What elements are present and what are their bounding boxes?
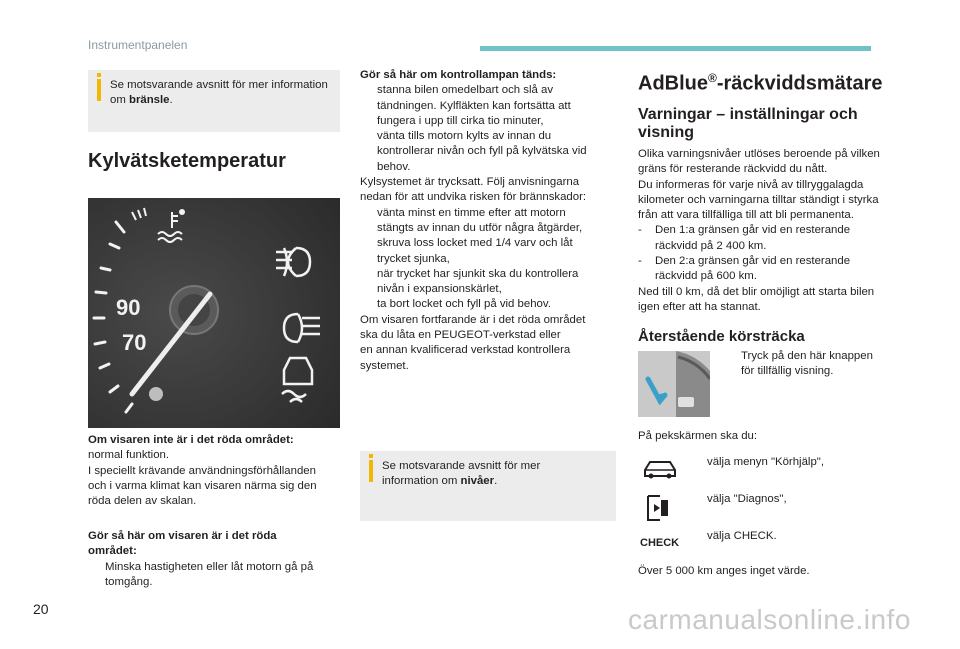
- list-item: ta bort locket och fyll på vid behov.: [377, 298, 551, 311]
- touchscreen-intro: På pekskärmen ska du:: [638, 430, 758, 442]
- gauge-label-70: 70: [122, 330, 147, 355]
- step-check: [690, 529, 890, 544]
- step-driving-aid: [690, 455, 890, 470]
- car-menu-icon: [643, 450, 693, 490]
- step-diagnosis: [690, 492, 890, 507]
- list-item: välja CHECK.: [707, 530, 777, 542]
- coolant-gauge-image: [88, 198, 340, 428]
- paragraph-title: Gör så här om kontrollampan tänds:: [360, 69, 557, 81]
- section-header: Instrumentpanelen: [88, 38, 188, 52]
- list-item: stanna bilen omedelbart och slå av tändningen. Kylfläkten kan fortsätta att fungera i upp till cirka tio minuter,: [377, 84, 571, 127]
- info-text: Se motsvarande avsnitt för mer information om nivåer.: [382, 460, 541, 488]
- list-item: Tryck på den här knappen för tillfällig visning.: [741, 350, 873, 378]
- heading-coolant-temperature: Kylvätsketemperatur: [88, 150, 286, 172]
- subheading-remaining-distance: Återstående körsträcka: [638, 328, 805, 345]
- paragraph-not-in-red: Om visaren inte är i det röda området: normal funktion. I speciellt krävande användningsförhållanden och i varma klimat kan visaren närma sig den röda delen av skalan.: [88, 433, 348, 509]
- list-item: vänta tills motorn kylts av innan du kontrollerar nivån och fyll på kylvätska vid behov.: [377, 130, 587, 173]
- list-item: - Den 1:a gränsen går vid en resterande räckvidd på 2 400 km.: [638, 224, 851, 252]
- dash-list: [638, 223, 898, 284]
- check-icon-label: CHECK: [640, 537, 680, 549]
- info-icon: [369, 460, 373, 482]
- paragraph-warning-levels: Olika varningsnivåer utlöses beroende på vilken gräns för resterande räckvidd du nått. Du informeras för varje nivå av tillryggalagda kilometer och varningarna tilltar ständigt i styrka från att vara tillfälliga till att bli permanenta. - Den 1:a gränsen går vid en resterande räckvidd på 2 400 km. - Den 2:a gränsen går vid en resterande räckvidd på 600 km. Ned till 0 km, då det blir omöjligt att starta bilen igen efter att ha stannat.: [638, 147, 898, 315]
- header-accent-bar: [480, 46, 871, 51]
- page-number: 20: [33, 601, 49, 617]
- diagnosis-icon: [646, 494, 696, 534]
- info-icon: [97, 79, 101, 101]
- info-text: Se motsvarande avsnitt för mer information om bränsle.: [110, 79, 328, 107]
- list-item: vänta minst en timme efter att motorn stängts av innan du utför några åtgärder,: [377, 206, 583, 234]
- heading-adblue-range: AdBlue®-räckviddsmätare: [638, 71, 883, 95]
- dashboard-button-image: [638, 351, 710, 417]
- info-link-levels: nivåer: [460, 475, 495, 488]
- press-button-instruction: [724, 349, 904, 380]
- list-item: skruva loss locket med 1/4 varv och låt trycket sjunka,: [377, 237, 573, 265]
- column-warning-light: Gör så här om kontrollampan tänds: stanna bilen omedelbart och slå av tändningen. Kylfläkten kan fortsätta att fungera i upp till cirka tio minuter, vänta tills motorn kylts av innan du kontrollerar nivån och fyll på kylvätska vid behov. Kylsystemet är trycksatt. Följ anvisningarna nedan för att undvika risken för brännskador: vänta minst en timme efter att motorn stängts av innan du utför några åtgärder, skruva loss locket med 1/4 varv och låt trycket sjunka, när trycket har sjunkit ska du kontrollera nivån i expansionskärlet, ta bort locket och fyll på vid behov. Om visaren fortfarande är i det röda området ska du låta en PEUGEOT-verkstad eller en annan kvalificerad verkstad kontrollera systemet.: [360, 68, 622, 374]
- list-item: välja "Diagnos",: [707, 493, 787, 505]
- gauge-label-90: 90: [116, 295, 141, 320]
- paragraph-title: Om visaren inte är i det röda området:: [88, 434, 294, 446]
- list-item: - Den 2:a gränsen går vid en resterande räckvidd på 600 km.: [638, 255, 851, 283]
- subheading-warnings: Varningar – inställningar och visning: [638, 106, 858, 141]
- list-item: när trycket har sjunkit ska du kontrollera nivån i expansionskärlet,: [377, 267, 579, 296]
- gauge-warning-lamp: [149, 387, 163, 401]
- gauge-svg: [88, 198, 340, 428]
- list-item: Minska hastigheten eller låt motorn gå på tomgång.: [105, 560, 314, 588]
- info-link-fuel: bränsle: [129, 94, 170, 107]
- bullet-list: [360, 83, 622, 175]
- watermark: carmanualsonline.info: [628, 604, 911, 635]
- bullet-list: [88, 560, 348, 591]
- final-note: Över 5 000 km anges inget värde.: [638, 565, 810, 577]
- info-box-levels: [360, 451, 616, 521]
- list-item: välja menyn "Körhjälp",: [707, 456, 824, 468]
- bullet-list: [360, 206, 622, 313]
- paragraph-in-red: Gör så här om visaren är i det röda området: Minska hastigheten eller låt motorn gå på tomgång.: [88, 529, 348, 590]
- info-box-fuel: [88, 70, 340, 132]
